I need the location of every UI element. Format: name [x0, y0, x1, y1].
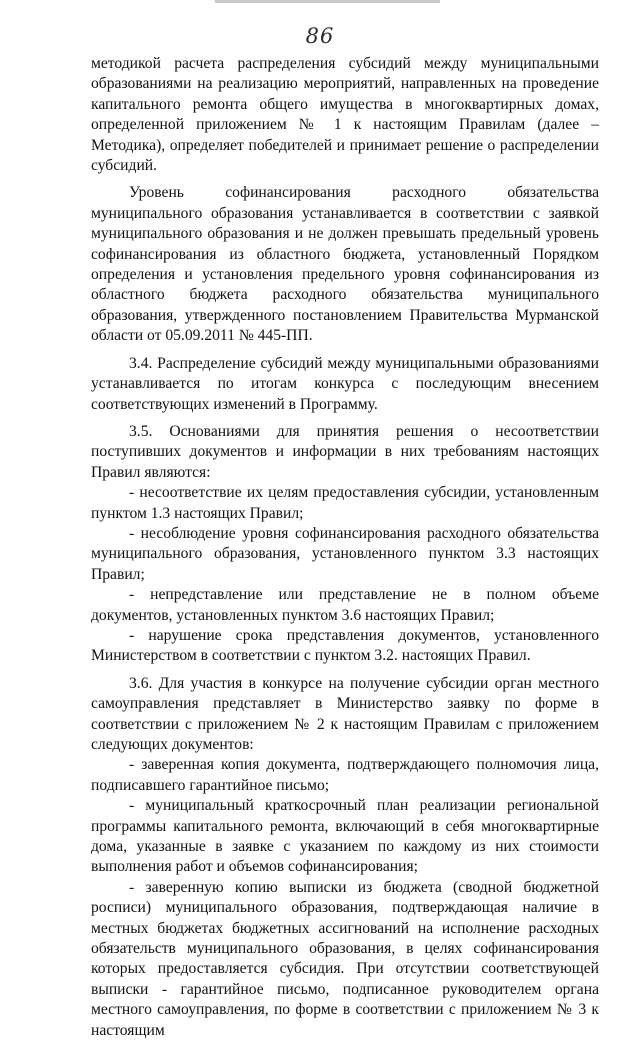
paragraph-3-5: 3.5. Основаниями для принятия решения о несоответствии поступивших документов и информации в них требованиям настоящих Правил являются: — [91, 422, 599, 481]
list-item: - заверенная копия документа, подтверждающего полномочия лица, подписавшего гарантийное письмо; — [91, 756, 599, 794]
list-item: - несоблюдение уровня софинансирования расходного обязательства муниципального образования, установленного пунктом 3.3 настоящих Правил; — [91, 524, 599, 583]
paragraph-3-6: 3.6. Для участия в конкурсе на получение субсидии орган местного самоуправления представляет в Министерство заявку по форме в соответствии с приложением № 2 к настоящим Правилам с приложением следующих документов: — [91, 674, 599, 753]
paragraph-3-4: 3.4. Распределение субсидий между муниципальными образованиями устанавливается по итогам конкурса с последующим внесением соответствующих изменений в Программу. — [91, 354, 599, 413]
list-item: - муниципальный краткосрочный план реализации региональной программы капитального ремонта, включающий в себя многоквартирные дома, указанные в заявке с указанием по каждому из них стоимости выполнения работ и объемов софинансирования; — [91, 797, 599, 876]
list-item: - несоответствие их целям предоставления субсидии, установленным пунктом 1.3 настоящих Правил; — [91, 484, 599, 522]
list-item: - нарушение срока представления документов, установленного Министерством в соответствии с пунктом 3.2. настоящих Правил. — [91, 626, 599, 665]
paragraph-cofinancing-level: Уровень софинансирования расходного обязательства муниципального образования устанавливается в соответствии с заявкой муниципального образования и не должен превышать предельный уровень софинансирования из областного бюджета, установленный Порядком определения и установления предельного уровня софинансирования из областного бюджета расходного обязательства муниципального образования, утвержденного постановлением Правительства Мурманской области от 05.09.2011 № 445-ПП. — [91, 184, 599, 345]
scan-edge-line — [215, 0, 440, 3]
list-item: - заверенную копию выписки из бюджета (сводной бюджетной росписи) муниципального образования, подтверждающая наличие в местных бюджетах бюджетных ассигнований на исполнение расходных обязательств муниципального образования, в целях софинансирования которых предоставляется субсидия. При отсутствии соответствующей выписки - гарантийное письмо, подписанное руководителем органа местного самоуправления, по форме в соответствии с приложением № 3 к настоящим — [91, 878, 599, 1039]
document-body — [91, 54, 599, 1041]
handwritten-page-number: 86 — [305, 24, 335, 48]
paragraph-continuation: методикой расчета распределения субсидий между муниципальными образованиями на реализацию мероприятий, направленных на проведение капитального ремонта общего имущества в многоквартирных домах, определенной приложением № 1 к настоящим Правилам (далее – Методика), определяет победителей и принимает решение о распределении субсидий. — [91, 55, 599, 175]
list-item: - непредставление или представление не в полном объеме документов, установленных пунктом 3.6 настоящих Правил; — [91, 586, 599, 624]
